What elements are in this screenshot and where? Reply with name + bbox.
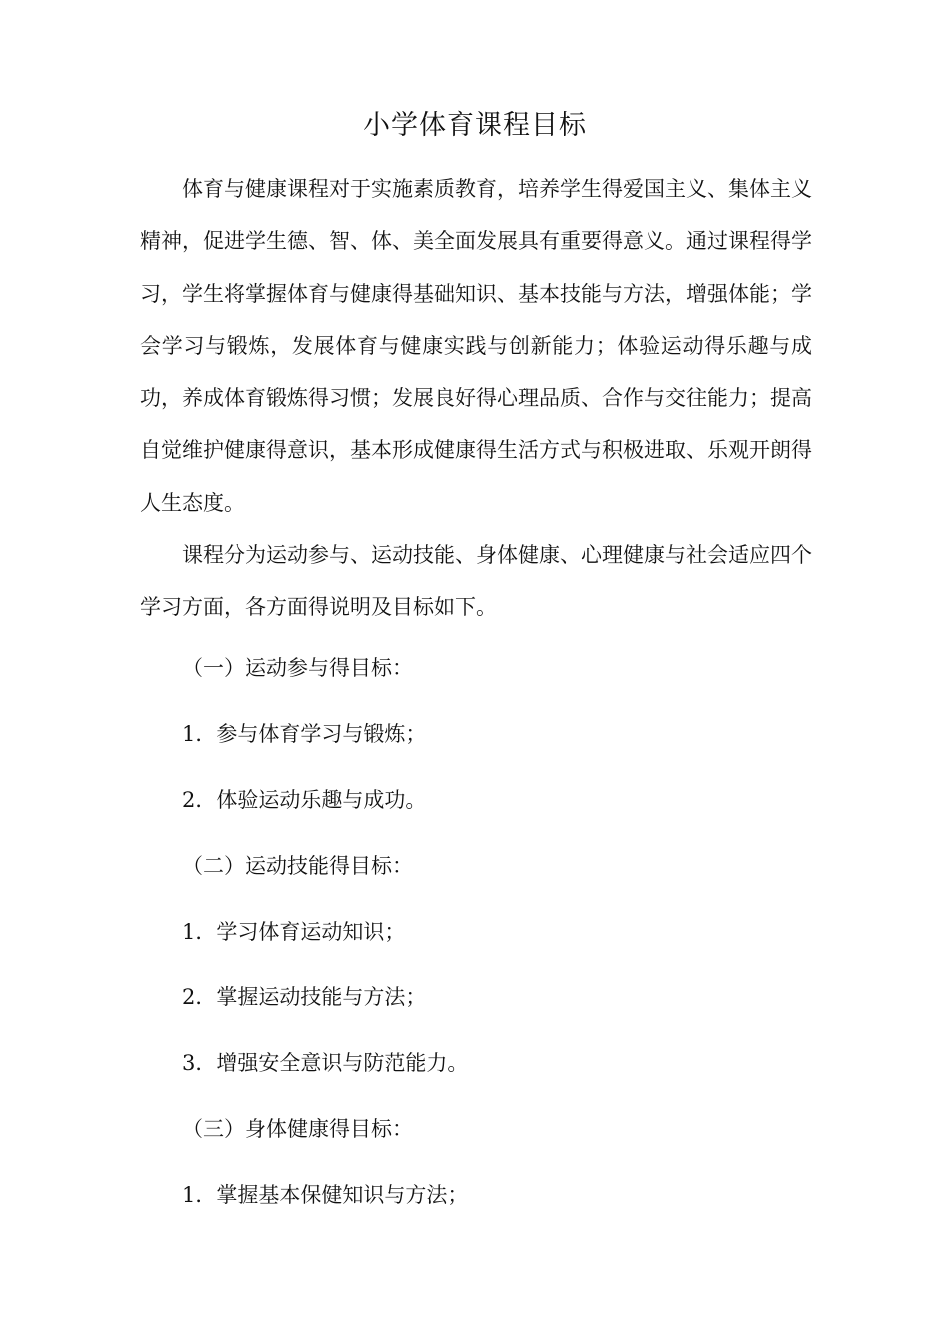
section-heading-skills: （二）运动技能得目标： — [182, 854, 413, 878]
section-heading-participation: （一）运动参与得目标： — [182, 656, 413, 680]
intro-paragraph: 体育与健康课程对于实施素质教育，培养学生得爱国主义、集体主义精神，促进学生德、智、体、美全面发展具有重要得意义。通过课程得学习，学生将掌握体育与健康得基础知识、基本技能与方法，增强体能；学会学习与锻炼，发展体育与健康实践与创新能力；体验运动得乐趣与成功，养成体育锻炼得习惯；发展良好得心理品质、合作与交往能力；提高自觉维护健康得意识，基本形成健康得生活方式与积极进取、乐观开朗得人生态度。 — [140, 177, 812, 515]
section-heading-health: （三）身体健康得目标： — [182, 1117, 413, 1141]
list-item: 3．增强安全意识与防范能力。 — [182, 1051, 469, 1075]
document-title: 小学体育课程目标 — [363, 110, 587, 141]
list-item: 2．体验运动乐趣与成功。 — [182, 788, 427, 812]
list-item: 1．掌握基本保健知识与方法； — [182, 1183, 469, 1207]
list-item: 1．参与体育学习与锻炼； — [182, 722, 427, 746]
aspects-paragraph: 课程分为运动参与、运动技能、身体健康、心理健康与社会适应四个学习方面，各方面得说明及目标如下。 — [140, 543, 812, 620]
list-item: 2．掌握运动技能与方法； — [182, 985, 427, 1009]
list-item: 1．学习体育运动知识； — [182, 920, 406, 944]
